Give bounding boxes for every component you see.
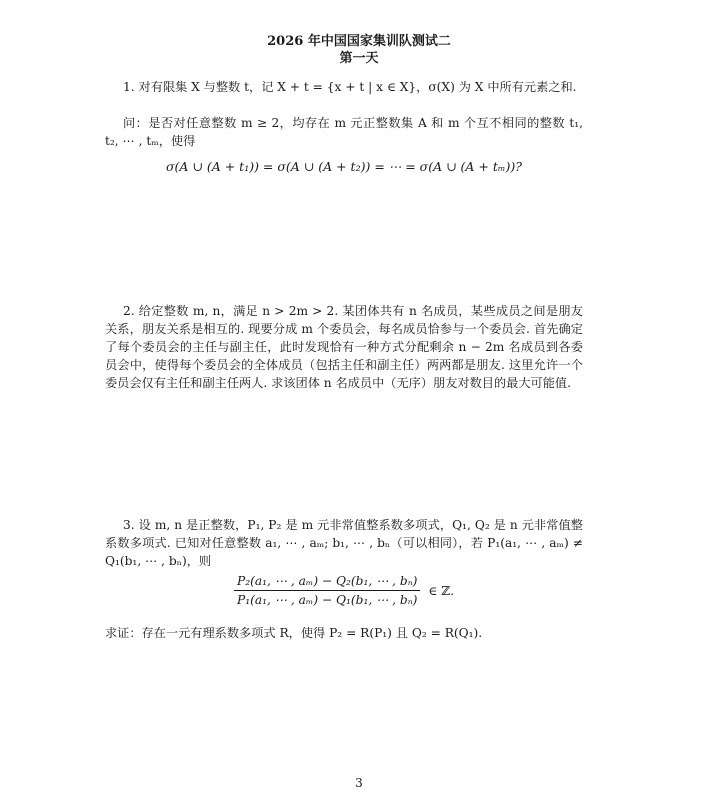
problem-3-fraction: [234, 574, 420, 607]
problem-1-statement: 1. 对有限集 X 与整数 t，记 X + t = {x + t | x ∈ X}，σ(X) 为 X 中所有元素之和.: [123, 80, 577, 94]
problem-3-conclusion: 求证：存在一元有理系数多项式 R，使得 P₂ = R(P₁) 且 Q₂ = R(Q₁).: [105, 626, 483, 640]
fraction-numerator: P₂(a₁, ⋯ , aₘ) − Q₂(b₁, ⋯ , bₙ): [234, 574, 420, 591]
page-title: 2026 年中国国家集训队测试二: [267, 34, 451, 49]
problem-1-question: 问：是否对任意整数 m ≥ 2，均存在 m 元正整数集 A 和 m 个互不相同的整数 t₁, t₂, ⋯ , tₘ，使得: [105, 116, 583, 148]
fraction-suffix: ∈ ℤ.: [428, 583, 454, 598]
page-subtitle: 第一天: [339, 51, 379, 66]
problem-3-statement: 3. 设 m, n 是正整数，P₁, P₂ 是 m 元非常值整系数多项式，Q₁, Q₂ 是 n 元非常值整系数多项式. 已知对任意整数 a₁, ⋯ , aₘ; b₁, ⋯ , bₙ（可以相同），若 P₁(a₁, ⋯ , aₘ) ≠ Q₁(b₁, ⋯ , bₙ)，则: [105, 518, 583, 568]
problem-1-formula: σ(A ∪ (A + t₁)) = σ(A ∪ (A + t₂)) = ⋯ = σ(A ∪ (A + tₘ))?: [165, 159, 523, 174]
problem-2-statement: 2. 给定整数 m, n，满足 n > 2m > 2. 某团体共有 n 名成员，某些成员之间是朋友关系，朋友关系是相互的. 现要分成 m 个委员会，每名成员恰参与一个委员会. 首先确定了每个委员会的主任与副主任，此时发现恰有一种方式分配剩余 n − 2m 名成员到各委员会中，使得每个委员会的全体成员（包括主任和副主任）两两都是朋友. 这里允许一个委员会仅有主任和副主任两人. 求该团体 n 名成员中（无序）朋友对数目的最大可能值.: [105, 304, 583, 390]
page-number: 3: [355, 776, 363, 790]
problem-3-fraction-expression: [105, 574, 583, 607]
fraction-denominator: P₁(a₁, ⋯ , aₘ) − Q₁(b₁, ⋯ , bₙ): [237, 593, 418, 607]
